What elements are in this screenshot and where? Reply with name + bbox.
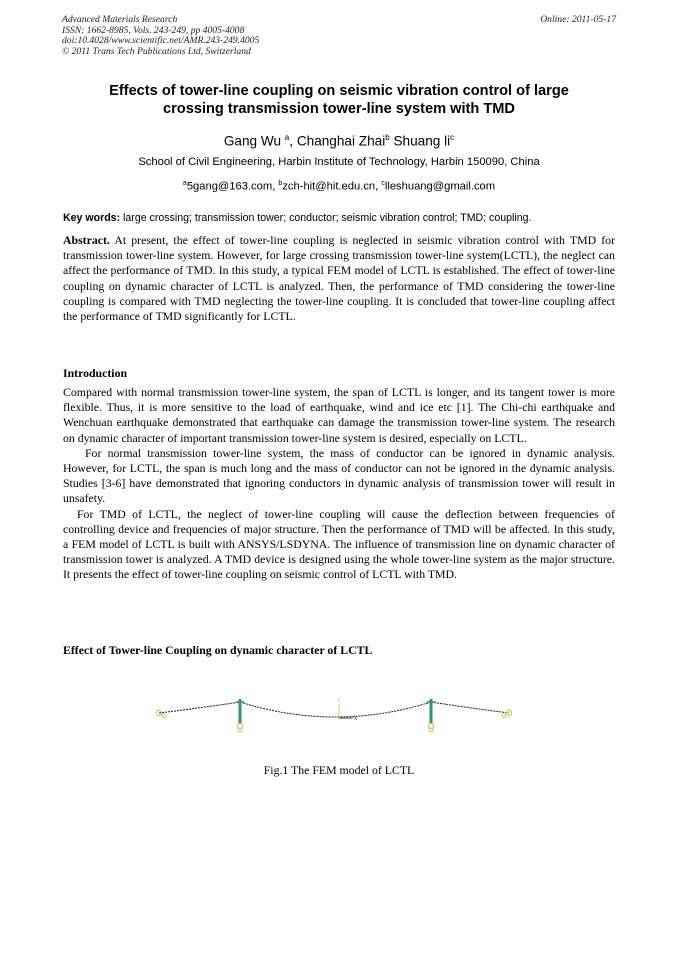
tower-left: [236, 699, 244, 732]
keywords-label: Key words:: [63, 212, 121, 224]
issn-line: ISSN: 1662-8985, Vols. 243-249, pp 4005-4008: [62, 24, 245, 36]
conductor-left-span: [159, 702, 240, 713]
fem-model-figure: [150, 690, 520, 736]
author-1: Gang Wu: [223, 133, 282, 149]
email-3: lleshuang@gmail.com: [384, 180, 496, 193]
author-emails: [62, 176, 616, 195]
author-separator: ,: [289, 133, 297, 149]
intro-paragraph-2: For normal transmission tower-line system, the mass of conductor can be ignored in dynamic analysis. However, for LCTL, the span is much long and the mass of conductor can not be ignored in the dynamic analysis. Studies [3-6] have demonstrated that ignoring conductors in dynamic analysis of transmission tower will result in unsafety.: [63, 445, 615, 506]
title-line-2: crossing transmission tower-line system with TMD: [163, 101, 515, 117]
abstract: [63, 233, 615, 324]
conductor-main-span: [240, 702, 431, 717]
support-left: [156, 710, 165, 717]
affiliation: School of Civil Engineering, Harbin Institute of Technology, Harbin 150090, China: [138, 156, 540, 168]
title-line-1: Effects of tower-line coupling on seismic vibration control of large: [109, 83, 569, 99]
paper-title: [62, 82, 616, 118]
axis-x-label: X: [354, 716, 358, 722]
author-1-mark: a: [284, 133, 290, 142]
intro-paragraph-1: Compared with normal transmission tower-line system, the span of LCTL is longer, and its tangent tower is more flexible. Thus, it is more sensitive to the load of earthquake, wind and ice etc [1]. The Chi-chi earthquake and Wenchuan earthquake demonstrated that earthquake can damage the transmission tower-line system. The research on dynamic character of important transmission tower-line system is desired, especially on LCTL.: [63, 385, 615, 445]
keywords-text: large crossing; transmission tower; conductor; seismic vibration control; TMD; coupling.: [120, 212, 532, 224]
section-heading-introduction: Introduction: [63, 366, 128, 380]
figure-caption: Fig.1 The FEM model of LCTL: [263, 763, 415, 777]
abstract-label: Abstract.: [63, 233, 110, 247]
abstract-text: At present, the effect of tower-line coupling is neglected in seismic vibration control with TMD for transmission tower-line system. However, for large crossing transmission tower-line system(LCTL), the neglect can affect the performance of TMD. In this study, a typical FEM model of LCTL is established. The effect of tower-line coupling on dynamic character of LCTL is analyzed. Then, the performance of TMD considering the tower-line coupling is compared with TMD neglecting the tower-line coupling. It is concluded that tower-line coupling affect the performance of TMD significantly for LCTL.: [63, 233, 615, 324]
introduction-body: [63, 385, 615, 583]
email-1: 5gang@163.com,: [186, 180, 279, 193]
axis-y-label: Y: [337, 698, 341, 704]
support-right: [502, 710, 511, 717]
journal-header: [62, 15, 616, 57]
online-date: Online: 2011-05-17: [540, 14, 616, 25]
author-3: Shuang li: [393, 133, 451, 149]
tower-right: [427, 699, 435, 732]
journal-name: Advanced Materials Research: [62, 14, 178, 25]
coordinate-axes: [337, 698, 358, 722]
author-2: Changhai Zhai: [296, 133, 386, 149]
author-3-mark: c: [450, 133, 455, 142]
intro-paragraph-3: For TMD of LCTL, the neglect of tower-line coupling will cause the deflection between frequencies of controlling device and frequencies of major structure. Then the performance of TMD will be affected. In this study, a FEM model of LCTL is built with ANSYS/LSDYNA. The influence of transmission line on dynamic character of transmission tower is analyzed. A TMD device is designed using the whole tower-line system as the major structure. It presents the effect of tower-line coupling on seismic control of LCTL with TMD.: [63, 506, 615, 582]
section-heading-effect: Effect of Tower-line Coupling on dynamic character of LCTL: [63, 643, 373, 657]
copyright-line: © 2011 Trans Tech Publications Ltd, Switzerland: [62, 45, 251, 57]
email-2: zch-hit@hit.edu.cn,: [282, 180, 382, 193]
email-3-mark: c: [381, 180, 385, 187]
doi-line: doi:10.4028/www.scientific.net/AMR.243-249.4005: [62, 35, 260, 47]
keywords: [63, 211, 617, 226]
author-list: [62, 129, 616, 151]
conductor-right-span: [431, 702, 509, 713]
author-2-mark: b: [385, 133, 390, 142]
email-1-mark: a: [182, 180, 187, 187]
email-2-mark: b: [278, 180, 283, 187]
